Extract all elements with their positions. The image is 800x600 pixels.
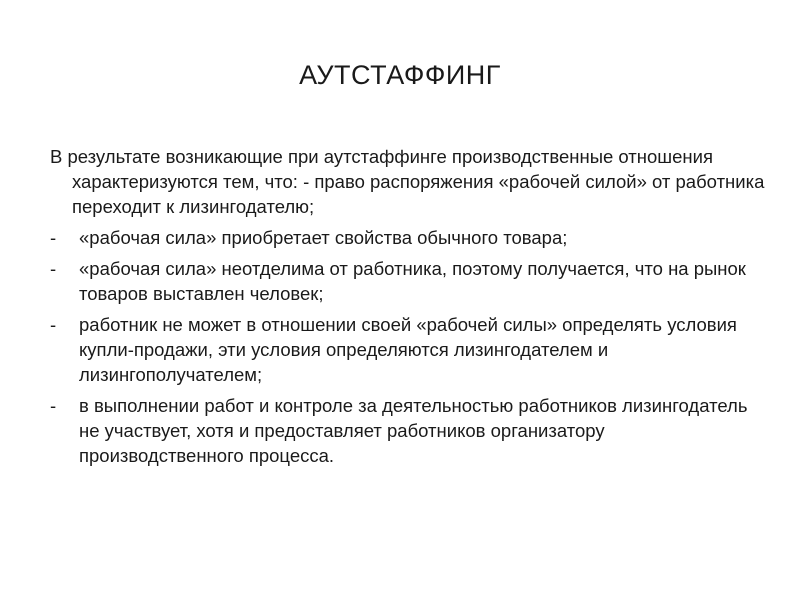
- bullet-item: [50, 312, 770, 387]
- slide-body: [50, 144, 770, 474]
- bullet-text: «рабочая сила» неотделима от работника, поэтому получается, что на рынок товаров выставлен человек;: [79, 258, 746, 304]
- bullet-dash: -: [50, 227, 57, 248]
- bullet-item: [50, 393, 770, 468]
- bullet-dash: -: [50, 258, 57, 279]
- bullet-text: в выполнении работ и контроле за деятельностью работников лизингодатель не участвует, хотя и предоставляет работников организатору производственного процесса.: [79, 395, 748, 466]
- bullet-text: «рабочая сила» приобретает свойства обычного товара;: [79, 227, 568, 248]
- bullet-item: [50, 225, 770, 250]
- intro-paragraph: В результате возникающие при аутстаффинге производственные отношения характеризуются тем, что: - право распоряжения «рабочей силой» от работника переходит к лизингодателю;: [50, 146, 765, 217]
- bullet-text: работник не может в отношении своей «рабочей силы» определять условия купли-продажи, эти условия определяются лизингодателем и лизингополучателем;: [79, 314, 737, 385]
- slide-title: АУТСТАФФИНГ: [299, 60, 501, 90]
- bullet-dash: -: [50, 314, 57, 335]
- bullet-dash: -: [50, 395, 57, 416]
- bullet-item: [50, 256, 770, 306]
